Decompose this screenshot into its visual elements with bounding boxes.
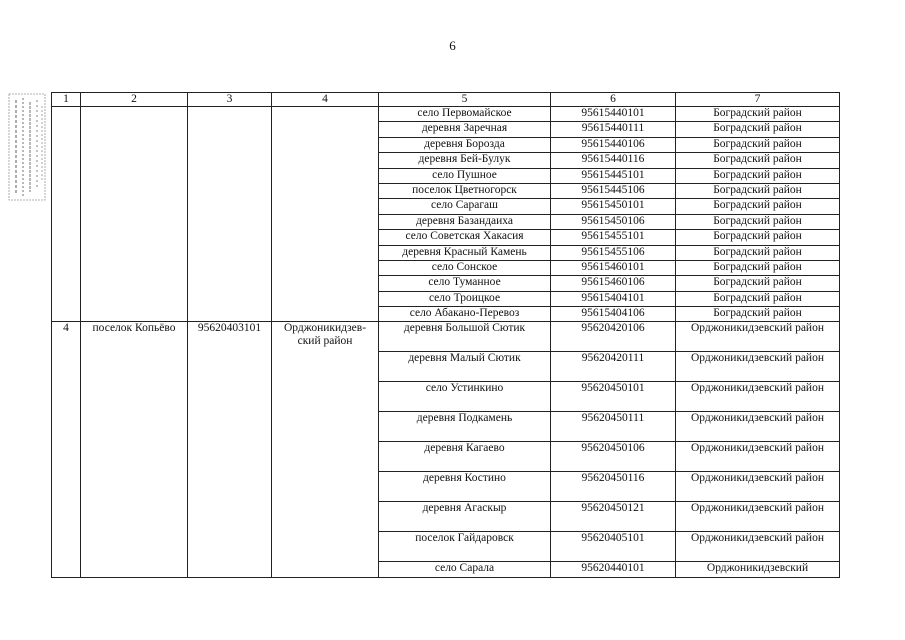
settlement-name: село Троицкое (379, 291, 551, 306)
settlement-name: деревня Борозда (379, 137, 551, 152)
settlement-name: деревня Заречная (379, 122, 551, 137)
settlement-code: 95615440116 (551, 153, 676, 168)
settlement-district: Боградский район (676, 183, 840, 198)
settlement-code: 95615450106 (551, 214, 676, 229)
settlement-name: поселок Цветногорск (379, 183, 551, 198)
group2-district: Орджоникидзев-ский район (272, 322, 379, 577)
settlement-district: Боградский район (676, 214, 840, 229)
settlement-name: деревня Красный Камень (379, 245, 551, 260)
settlement-district: Боградский район (676, 230, 840, 245)
margin-stamp (8, 92, 46, 202)
settlement-name: село Первомайское (379, 107, 551, 122)
header-row (52, 93, 840, 107)
settlement-code: 95615460101 (551, 260, 676, 275)
group1-district-cell (272, 107, 379, 322)
settlement-name: деревня Базандаиха (379, 214, 551, 229)
settlement-name: село Советская Хакасия (379, 230, 551, 245)
settlement-district: Боградский район (676, 260, 840, 275)
settlement-name: село Устинкино (379, 382, 551, 412)
settlement-code: 95615404101 (551, 291, 676, 306)
settlement-district: Орджоникидзевский (676, 562, 840, 577)
settlement-name: деревня Агаскыр (379, 502, 551, 532)
page-number: 6 (449, 38, 456, 53)
settlement-name: поселок Гайдаровск (379, 532, 551, 562)
settlement-code: 95620450106 (551, 442, 676, 472)
header-col-2: 2 (81, 93, 188, 107)
settlement-district: Боградский район (676, 245, 840, 260)
settlement-code: 95615440111 (551, 122, 676, 137)
settlement-district: Боградский район (676, 291, 840, 306)
settlement-code: 95615445106 (551, 183, 676, 198)
settlement-name: село Сарагаш (379, 199, 551, 214)
settlement-code: 95620450121 (551, 502, 676, 532)
settlement-district: Орджоникидзевский район (676, 382, 840, 412)
settlement-district: Боградский район (676, 153, 840, 168)
settlement-name: село Сонское (379, 260, 551, 275)
header-col-1: 1 (52, 93, 81, 107)
settlement-code: 95615445101 (551, 168, 676, 183)
settlement-district: Боградский район (676, 137, 840, 152)
settlement-name: село Сарала (379, 562, 551, 577)
settlement-district: Боградский район (676, 276, 840, 291)
settlement-district: Орджоникидзевский район (676, 412, 840, 442)
group1-name-cell (81, 107, 188, 322)
group1-code-cell (188, 107, 272, 322)
settlements-table (51, 92, 840, 578)
settlement-name: деревня Костино (379, 472, 551, 502)
settlement-district: Орджоникидзевский район (676, 502, 840, 532)
settlement-district: Боградский район (676, 199, 840, 214)
table-row (52, 322, 840, 352)
settlement-name: село Туманное (379, 276, 551, 291)
settlement-name: деревня Большой Сютик (379, 322, 551, 352)
stamp-graphic (8, 92, 46, 202)
settlement-code: 95620440101 (551, 562, 676, 577)
settlement-code: 95620405101 (551, 532, 676, 562)
settlement-code: 95620450101 (551, 382, 676, 412)
settlement-name: деревня Подкамень (379, 412, 551, 442)
settlement-code: 95620450116 (551, 472, 676, 502)
settlement-name: деревня Бей-Булук (379, 153, 551, 168)
settlement-code: 95615404106 (551, 307, 676, 322)
table-row (52, 107, 840, 122)
settlement-district: Боградский район (676, 122, 840, 137)
settlement-district: Орджоникидзевский район (676, 442, 840, 472)
settlement-code: 95615450101 (551, 199, 676, 214)
group2-code: 95620403101 (188, 322, 272, 577)
settlement-district: Орджоникидзевский район (676, 352, 840, 382)
settlement-district: Орджоникидзевский район (676, 532, 840, 562)
settlement-code: 95620450111 (551, 412, 676, 442)
settlement-code: 95615440106 (551, 137, 676, 152)
group1-num-cell (52, 107, 81, 322)
settlement-name: село Абакано-Перевоз (379, 307, 551, 322)
settlement-name: деревня Малый Сютик (379, 352, 551, 382)
settlement-name: деревня Кагаево (379, 442, 551, 472)
settlement-code: 95620420111 (551, 352, 676, 382)
header-col-6: 6 (551, 93, 676, 107)
header-col-5: 5 (379, 93, 551, 107)
group2-num: 4 (52, 322, 81, 577)
settlement-district: Орджоникидзевский район (676, 472, 840, 502)
settlement-code: 95615460106 (551, 276, 676, 291)
header-col-4: 4 (272, 93, 379, 107)
settlement-district: Боградский район (676, 307, 840, 322)
settlement-code: 95620420106 (551, 322, 676, 352)
settlement-code: 95615455106 (551, 245, 676, 260)
settlement-code: 95615455101 (551, 230, 676, 245)
settlement-district: Боградский район (676, 168, 840, 183)
header-col-7: 7 (676, 93, 840, 107)
header-col-3: 3 (188, 93, 272, 107)
settlement-name: село Пушное (379, 168, 551, 183)
group2-name: поселок Копьёво (81, 322, 188, 577)
settlement-district: Орджоникидзевский район (676, 322, 840, 352)
settlement-district: Боградский район (676, 107, 840, 122)
settlement-code: 95615440101 (551, 107, 676, 122)
